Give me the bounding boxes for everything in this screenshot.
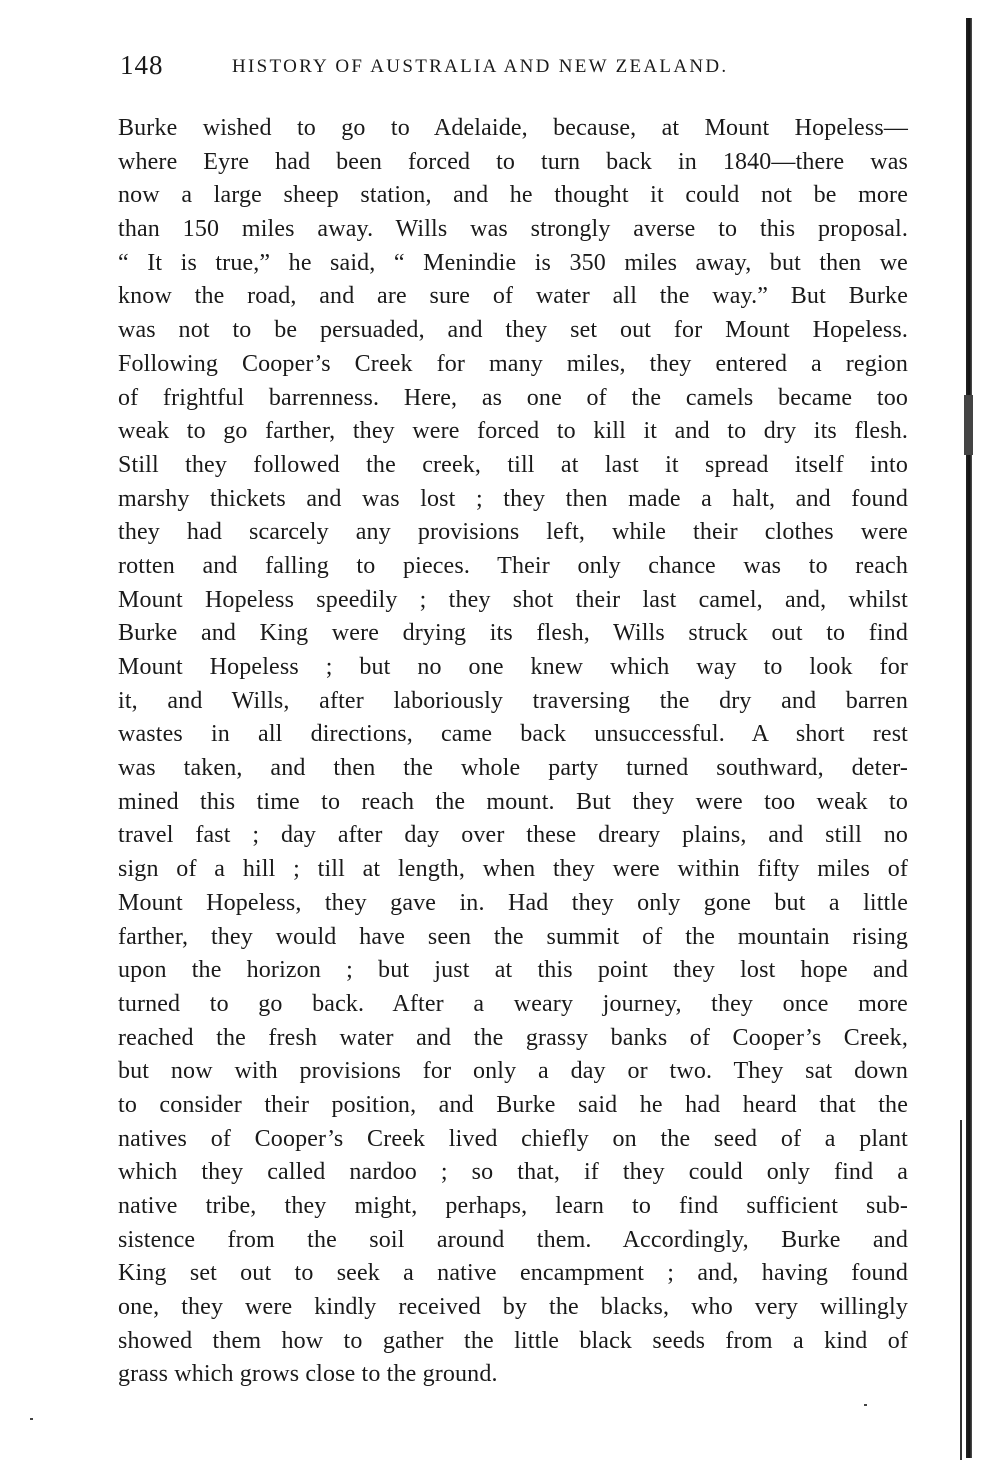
text-line: it, and Wills, after laboriously traversing the dry and barren <box>118 687 908 714</box>
text-line: which they called nardoo ; so that, if they could only find a <box>118 1159 908 1186</box>
scan-speck <box>30 1418 33 1420</box>
page-number: 148 <box>120 50 164 80</box>
scan-speck <box>864 1404 867 1406</box>
scan-edge-mark <box>964 395 973 455</box>
text-line: Mount Hopeless ; but no one knew which way to look for <box>118 654 908 680</box>
running-title: HISTORY OF AUSTRALIA AND NEW ZEALAND. <box>232 56 729 77</box>
text-line: but now with provisions for only a day or two. They sat down <box>118 1058 908 1085</box>
text-line: Mount Hopeless, they gave in. Had they only gone but a little <box>118 889 908 916</box>
text-line: than 150 miles away. Wills was strongly averse to this proposal. <box>118 216 908 243</box>
text-line: to consider their position, and Burke said he had heard that the <box>118 1091 908 1118</box>
text-line: reached the fresh water and the grassy banks of Cooper’s Creek, <box>118 1024 908 1051</box>
text-line: they had scarcely any provisions left, while their clothes were <box>118 519 908 546</box>
text-line: of frightful barrenness. Here, as one of the camels became too <box>118 384 908 411</box>
text-line: upon the horizon ; but just at this point they lost hope and <box>118 957 908 984</box>
text-line: Mount Hopeless speedily ; they shot their last camel, and, whilst <box>118 586 908 613</box>
text-line: sistence from the soil around them. Accordingly, Burke and <box>118 1226 908 1253</box>
scan-edge-line <box>960 1120 962 1460</box>
text-line: wastes in all directions, came back unsuccessful. A short rest <box>118 721 908 748</box>
text-line: weak to go farther, they were forced to kill it and to dry its flesh. <box>118 418 908 445</box>
text-line: was not to be persuaded, and they set out for Mount Hopeless. <box>118 317 908 344</box>
text-line: Burke wished to go to Adelaide, because, at Mount Hopeless— <box>118 115 908 141</box>
text-line: grass which grows close to the ground. <box>118 1361 498 1388</box>
text-line: mined this time to reach the mount. But they were too weak to <box>118 788 908 815</box>
text-line: travel fast ; day after day over these dreary plains, and still no <box>118 822 908 849</box>
text-line: King set out to seek a native encampment ; and, having found <box>118 1260 908 1287</box>
body-text <box>118 112 908 1392</box>
text-line: Still they followed the creek, till at last it spread itself into <box>118 451 908 478</box>
text-line: marshy thickets and was lost ; they then made a halt, and found <box>118 485 908 512</box>
text-line: natives of Cooper’s Creek lived chiefly on the seed of a plant <box>118 1125 908 1152</box>
text-line: native tribe, they might, perhaps, learn to find sufficient sub- <box>118 1193 908 1219</box>
text-line: showed them how to gather the little black seeds from a kind of <box>118 1327 908 1354</box>
scan-edge-shadow <box>966 18 972 1458</box>
text-line: Burke and King were drying its flesh, Wills struck out to find <box>118 620 908 647</box>
text-line: farther, they would have seen the summit of the mountain rising <box>118 923 908 950</box>
text-line: where Eyre had been forced to turn back in 1840—there was <box>118 148 908 175</box>
text-line: Following Cooper’s Creek for many miles, they entered a region <box>118 350 908 377</box>
text-line: know the road, and are sure of water all the way.” But Burke <box>118 283 908 310</box>
text-line: turned to go back. After a weary journey, they once more <box>118 990 908 1017</box>
text-line: rotten and falling to pieces. Their only chance was to reach <box>118 552 908 579</box>
page-header <box>120 50 810 86</box>
text-line: one, they were kindly received by the blacks, who very willingly <box>118 1294 908 1321</box>
text-line: sign of a hill ; till at length, when they were within fifty miles of <box>118 856 908 883</box>
text-line: was taken, and then the whole party turned southward, deter- <box>118 755 908 782</box>
text-line: “ It is true,” he said, “ Menindie is 350 miles away, but then we <box>118 249 908 276</box>
text-line: now a large sheep station, and he thought it could not be more <box>118 182 908 209</box>
